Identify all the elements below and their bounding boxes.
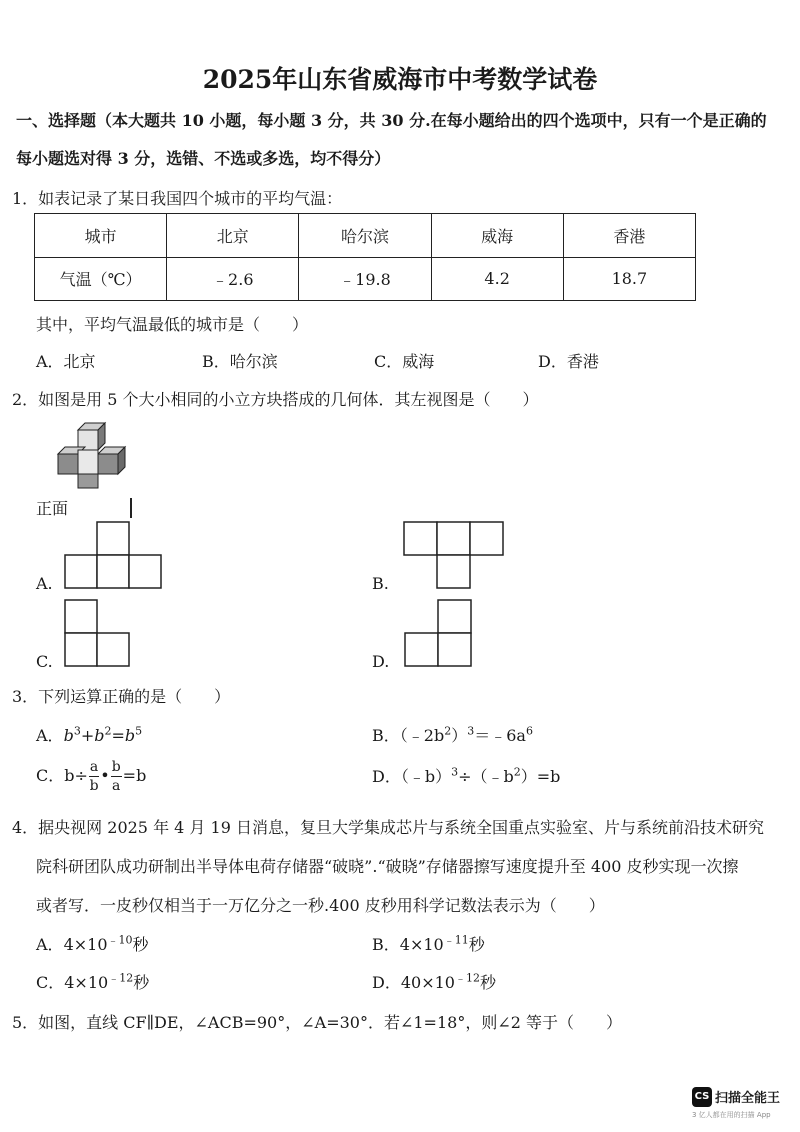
watermark-name: 扫描全能王 (715, 1091, 781, 1106)
q2-stem: 2．如图是用 5 个大小相同的小立方块搭成的几何体．其左视图是（ ） (12, 390, 539, 409)
q4-option-d: D．$40\times 10^{﹣12}$秒 (372, 971, 496, 992)
q4-option-a: A．$4\times 10^{﹣10}$秒 (36, 933, 149, 954)
q4-line-1: 4．据央视网 2025 年 4 月 19 日消息，复旦大学集成芯片与系统全国重点实验室、片与系统前沿技术研究 (12, 818, 764, 837)
table-cell: 哈尔滨 (299, 214, 431, 258)
temperature-table (34, 213, 696, 301)
q1-option-c: C．威海 (374, 352, 435, 371)
table-cell: 4.2 (431, 257, 563, 301)
q3-option-d: D．$(﹣b)^3\div(﹣b^2)=b$ (372, 765, 561, 786)
q3-stem: 3．下列运算正确的是（ ） (12, 687, 231, 706)
table-cell: 威海 (431, 214, 563, 258)
q1-question: 其中，平均气温最低的城市是（ ） (36, 315, 309, 334)
q1-option-a: A．北京 (36, 352, 96, 371)
table-cell: 气温（℃） (35, 257, 167, 301)
q5-stem: 5．如图，直线 CF∥DE，∠ACB=90°，∠A=30°．若∠1=18°，则∠2 等于（ ） (12, 1013, 622, 1032)
q2-option-c-figure (64, 598, 134, 668)
q3-option-b: B．$(﹣2b^2)^3=﹣6a^6$ (372, 724, 533, 745)
q2-option-b-figure (403, 520, 505, 590)
q1-option-b: B．哈尔滨 (202, 352, 278, 371)
camscanner-logo-icon: CS (692, 1087, 712, 1107)
table-header-row (35, 214, 696, 258)
q2-option-b-label: B. (372, 574, 389, 593)
q4-line-2: 院科研团队成功研制出半导体电荷存储器“破晓”.“破晓”存储器擦写速度提升至 400 皮秒实现一次擦 (36, 857, 739, 876)
q1-option-d: D．香港 (538, 352, 599, 371)
page-title: 2025年山东省威海市中考数学试卷 (202, 65, 598, 94)
q1-stem: 1．如表记录了某日我国四个城市的平均气温： (12, 189, 343, 208)
front-arrow-mark (130, 498, 132, 518)
watermark-tagline: 3 亿人都在用的扫描 App (692, 1111, 771, 1119)
cube-figure (52, 418, 132, 494)
table-cell: ﹣2.6 (167, 257, 299, 301)
table-cell: ﹣19.8 (299, 257, 431, 301)
scanner-watermark (692, 1086, 781, 1119)
table-cell: 香港 (563, 214, 695, 258)
table-cell: 城市 (35, 214, 167, 258)
section-instructions: 每小题选对得 3 分，选错、不选或多选，均不得分） (16, 149, 391, 168)
table-cell: 北京 (167, 214, 299, 258)
q2-option-d-label: D. (372, 652, 390, 671)
q3-option-a: A．$b^3+b^2=b^5$ (36, 724, 143, 745)
q4-line-3: 或者写．一皮秒仅相当于一万亿分之一秒.400 皮秒用科学记数法表示为（ ） (36, 896, 605, 915)
fraction: $\frac{a}{b}$ (89, 759, 99, 794)
q3-option-c: C．b÷ $\frac{a}{b}$ • $\frac{b}{a}$ =b (36, 759, 147, 794)
q2-option-d-figure (403, 598, 475, 668)
q2-option-a-label: A. (36, 574, 53, 593)
table-cell: 18.7 (563, 257, 695, 301)
q2-option-c-label: C. (36, 652, 53, 671)
fraction: $\frac{b}{a}$ (111, 759, 121, 794)
table-row (35, 257, 696, 301)
section-header: 一、选择题（本大题共 10 小题，每小题 3 分，共 30 分.在每小题给出的四个选项中，只有一个是正确的 (16, 111, 767, 130)
q4-option-b: B．$4\times 10^{﹣11}$秒 (372, 933, 485, 954)
q4-option-c: C．$4\times 10^{﹣12}$秒 (36, 971, 150, 992)
q2-option-a-figure (64, 520, 164, 590)
front-view-label: 正面 (36, 499, 69, 518)
